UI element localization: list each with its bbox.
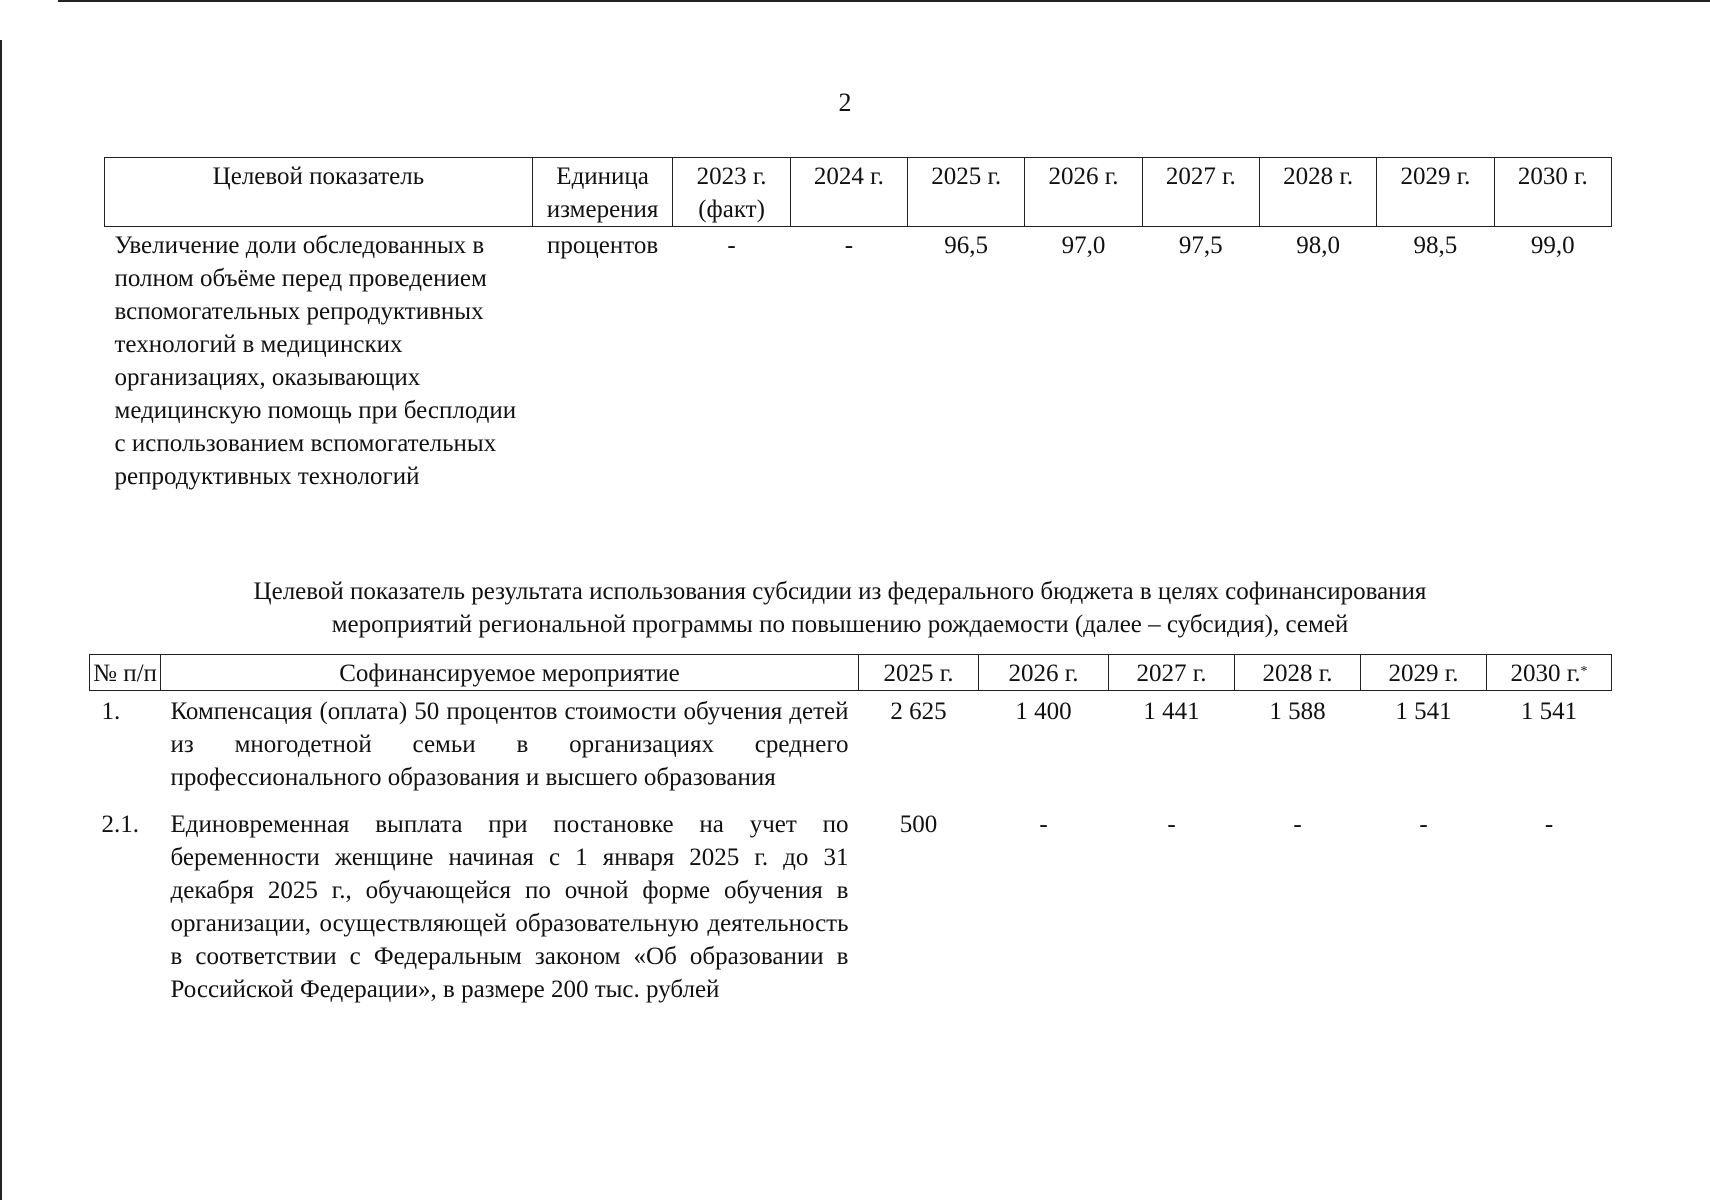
activity-cell: Единовременная выплата при постановке на учет по беременности женщине начиная с 1 января 2025 г. до 31 декабря 2025 г., обучающейся по очной форме обучения в организации, осуществляющей образовательную деятельность в соответствии с Федеральным законом «Об образовании в Российской Федерации», в размере 200 тыс. рублей <box>170 811 849 1003</box>
indicator-table <box>104 157 1612 493</box>
footnote-mark: * <box>1580 664 1588 679</box>
value-cell: 2 625 <box>890 698 947 725</box>
header-cell: Целевой показатель <box>105 158 533 227</box>
subsidy-table <box>89 654 1612 1006</box>
activity-cell: Компенсация (оплата) 50 процентов стоимости обучения детей из многодетной семьи в организациях среднего профессионального образования и высшего образования <box>170 698 849 791</box>
table-row <box>105 227 1612 494</box>
value-cell: 98,5 <box>1413 232 1458 259</box>
header-cell: 2029 г. <box>1361 655 1487 691</box>
header-cell: 2026 г. <box>979 655 1109 691</box>
header-cell: № п/п <box>90 655 161 691</box>
value-cell: - <box>1544 811 1554 838</box>
header-cell: 2027 г. <box>1142 158 1259 227</box>
subsidy-table-header <box>90 655 1612 691</box>
indicator-name: Увеличение доли обследованных в полном объёме перед проведением вспомогательных репродуктивных технологий в медицинских организациях, оказывающих медицинскую помощь при бесплодии с использованием вспомогательных репродуктивных технологий <box>114 232 517 490</box>
row-number: 1. <box>101 698 121 725</box>
header-cell: 2029 г. <box>1377 158 1494 227</box>
unit-cell: процентов <box>547 232 659 259</box>
value-cell: 500 <box>899 811 938 838</box>
value-cell: 1 400 <box>1015 698 1072 725</box>
indicator-table-header <box>105 158 1612 227</box>
page-border-top <box>58 0 1710 2</box>
value-cell: - <box>1039 811 1048 838</box>
value-cell: 1 541 <box>1520 698 1578 725</box>
header-cell: Софинансируемое мероприятие <box>161 655 859 691</box>
value-cell: 99,0 <box>1530 232 1575 259</box>
value-cell: 1 588 <box>1269 698 1326 725</box>
header-cell <box>1487 655 1612 691</box>
header-cell: 2024 г. <box>790 158 907 227</box>
table-row <box>90 691 1612 805</box>
row-number: 2.1. <box>101 811 139 838</box>
header-cell: 2026 г. <box>1025 158 1142 227</box>
value-cell: 1 441 <box>1143 698 1200 725</box>
value-cell: 98,0 <box>1296 232 1340 259</box>
value-cell: - <box>727 232 736 259</box>
value-cell: - <box>1419 811 1428 838</box>
value-cell: - <box>1167 811 1176 838</box>
header-year: 2030 г. <box>1510 660 1581 687</box>
header-cell: 2025 г. <box>908 158 1025 227</box>
header-cell: 2028 г. <box>1235 655 1361 691</box>
value-cell: 96,5 <box>944 232 989 259</box>
title-line: Целевой показатель результата использования субсидии из федерального бюджета в целях софинансирования <box>253 578 1427 605</box>
subsidy-table-title <box>90 575 1590 641</box>
value-cell: 97,5 <box>1178 232 1223 259</box>
header-cell: 2025 г. <box>859 655 979 691</box>
header-cell: 2028 г. <box>1259 158 1376 227</box>
header-cell: 2030 г. <box>1494 158 1611 227</box>
value-cell: - <box>1293 811 1302 838</box>
header-cell: 2023 г. (факт) <box>673 158 790 227</box>
title-line: мероприятий региональной программы по повышению рождаемости (далее – субсидия), семей <box>331 611 1349 638</box>
page-number: 2 <box>838 88 852 117</box>
page-border-left <box>0 40 2 1200</box>
value-cell: 1 541 <box>1395 698 1452 725</box>
value-cell: - <box>844 232 854 259</box>
header-cell: 2027 г. <box>1109 655 1235 691</box>
value-cell: 97,0 <box>1061 232 1106 259</box>
table-row <box>90 804 1612 1006</box>
header-cell: Единица измерения <box>532 158 673 227</box>
